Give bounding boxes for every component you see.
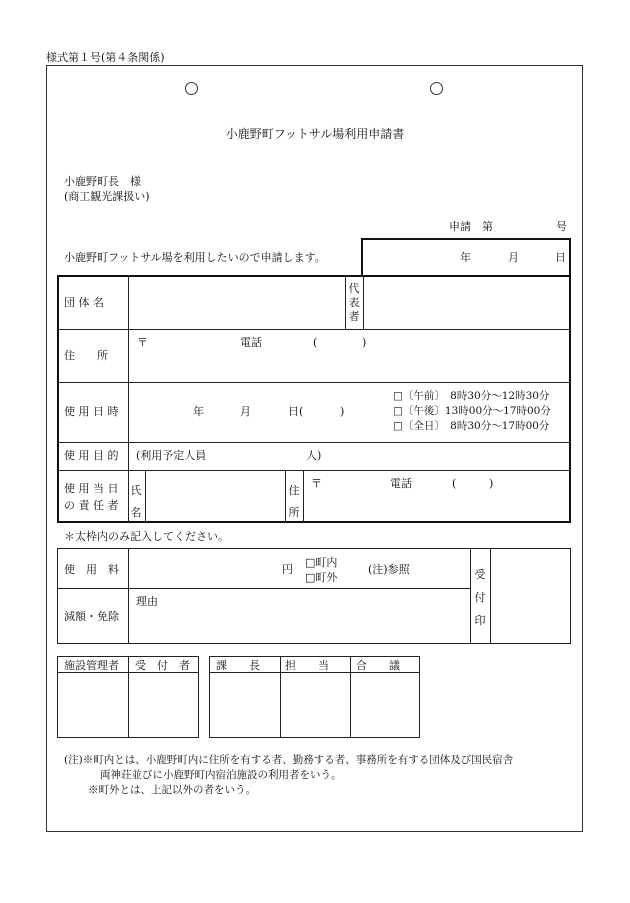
see-note-label: (注)参照 — [368, 563, 410, 576]
reason-input[interactable] — [130, 590, 469, 642]
expected-users-end: 人) — [306, 449, 322, 462]
receipt-stamp-area[interactable] — [492, 550, 570, 642]
receipt-stamp-label: 受 付 印 — [474, 568, 486, 627]
in-charge-stamp[interactable] — [282, 674, 349, 736]
consultation-stamp[interactable] — [352, 674, 419, 736]
reduction-label: 減額・免除 — [64, 610, 119, 623]
responsible-phone-paren-open: ( — [452, 477, 457, 490]
responsible-address-input[interactable] — [305, 472, 569, 521]
phone-label: 電話 — [240, 336, 262, 349]
thick-only-note: ＊太枠内のみ記入してください。 — [64, 530, 229, 543]
time-slot-morning[interactable]: □〔午前〕 8時30分～12時30分 — [393, 390, 550, 402]
responsible-address-label: 住 所 — [288, 484, 300, 519]
facility-manager-label: 施設管理者 — [64, 659, 119, 672]
purpose-input[interactable] — [330, 444, 569, 469]
group-name-label: 団 体 名 — [64, 296, 104, 309]
request-text: 小鹿野町フットサル場を利用したいので申請します。 — [64, 251, 326, 264]
group-name-input[interactable] — [130, 278, 344, 328]
punch-hole-right — [430, 82, 443, 95]
section-chief-label: 課 長 — [216, 659, 260, 672]
responsible-label-line1: 使 用 当 日 — [64, 482, 119, 495]
yen-label: 円 — [282, 563, 293, 576]
usage-year: 年 — [193, 405, 204, 418]
address-label: 住 所 — [64, 349, 108, 362]
address-input[interactable] — [130, 331, 569, 381]
postal-mark: 〒 — [137, 336, 148, 349]
note-line-3: ※町外とは、上記以外の者をいう。 — [88, 784, 256, 796]
responsible-postal-mark: 〒 — [311, 477, 322, 490]
name-label: 氏 名 — [130, 484, 142, 519]
section-chief-stamp[interactable] — [211, 674, 279, 736]
addressee-line1: 小鹿野町長 様 — [64, 175, 141, 188]
usage-month: 月 — [240, 405, 251, 418]
application-number-prefix: 申請 第 — [449, 220, 493, 233]
reason-label: 理由 — [136, 595, 158, 608]
form-label: 様式第１号(第４条関係) — [46, 51, 165, 64]
page-title: 小鹿野町フットサル場利用申請書 — [225, 127, 405, 141]
expected-users-label: (利用予定人員 — [136, 449, 207, 462]
responsible-label-line2: の 責 任 者 — [64, 499, 119, 512]
phone-paren-open: ( — [313, 336, 318, 349]
out-town-checkbox[interactable]: □町外 — [305, 571, 338, 584]
phone-paren-close: ) — [362, 336, 367, 349]
punch-hole-left — [185, 82, 198, 95]
date-day: 日 — [555, 251, 566, 264]
facility-manager-stamp[interactable] — [59, 674, 127, 736]
time-slot-allday[interactable]: □〔全日〕 8時30分～17時00分 — [393, 420, 550, 432]
in-charge-label: 担 当 — [285, 659, 329, 672]
in-town-checkbox[interactable]: □町内 — [305, 556, 338, 569]
addressee-line2: (商工観光課扱い) — [64, 190, 150, 203]
date-year: 年 — [460, 251, 471, 264]
note-line-1: (注)※町内とは、小鹿野町内に住所を有する者、勤務する者、事務所を有する団体及び国民宿舎 — [64, 754, 514, 766]
note-line-2: 両神荘並びに小鹿野町内宿泊施設の利用者をいう。 — [100, 769, 342, 781]
date-month: 月 — [508, 251, 519, 264]
purpose-label: 使 用 目 的 — [64, 449, 119, 462]
representative-label: 代 表 者 — [348, 282, 360, 323]
receiver-label: 受 付 者 — [135, 659, 190, 672]
receiver-stamp[interactable] — [130, 674, 198, 736]
usage-datetime-label: 使 用 日 時 — [64, 405, 119, 418]
usage-day: 日( — [288, 405, 304, 418]
fee-label: 使 用 料 — [64, 563, 119, 576]
time-slot-afternoon[interactable]: □〔午後〕13時00分～17時00分 — [393, 405, 551, 417]
representative-input[interactable] — [365, 278, 569, 328]
consultation-label: 合 議 — [356, 659, 400, 672]
responsible-phone-paren-close: ) — [489, 477, 494, 490]
responsible-name-input[interactable] — [147, 472, 284, 521]
usage-day-close: ) — [340, 405, 345, 418]
responsible-phone-label: 電話 — [390, 477, 412, 490]
application-number-suffix: 号 — [556, 220, 567, 233]
